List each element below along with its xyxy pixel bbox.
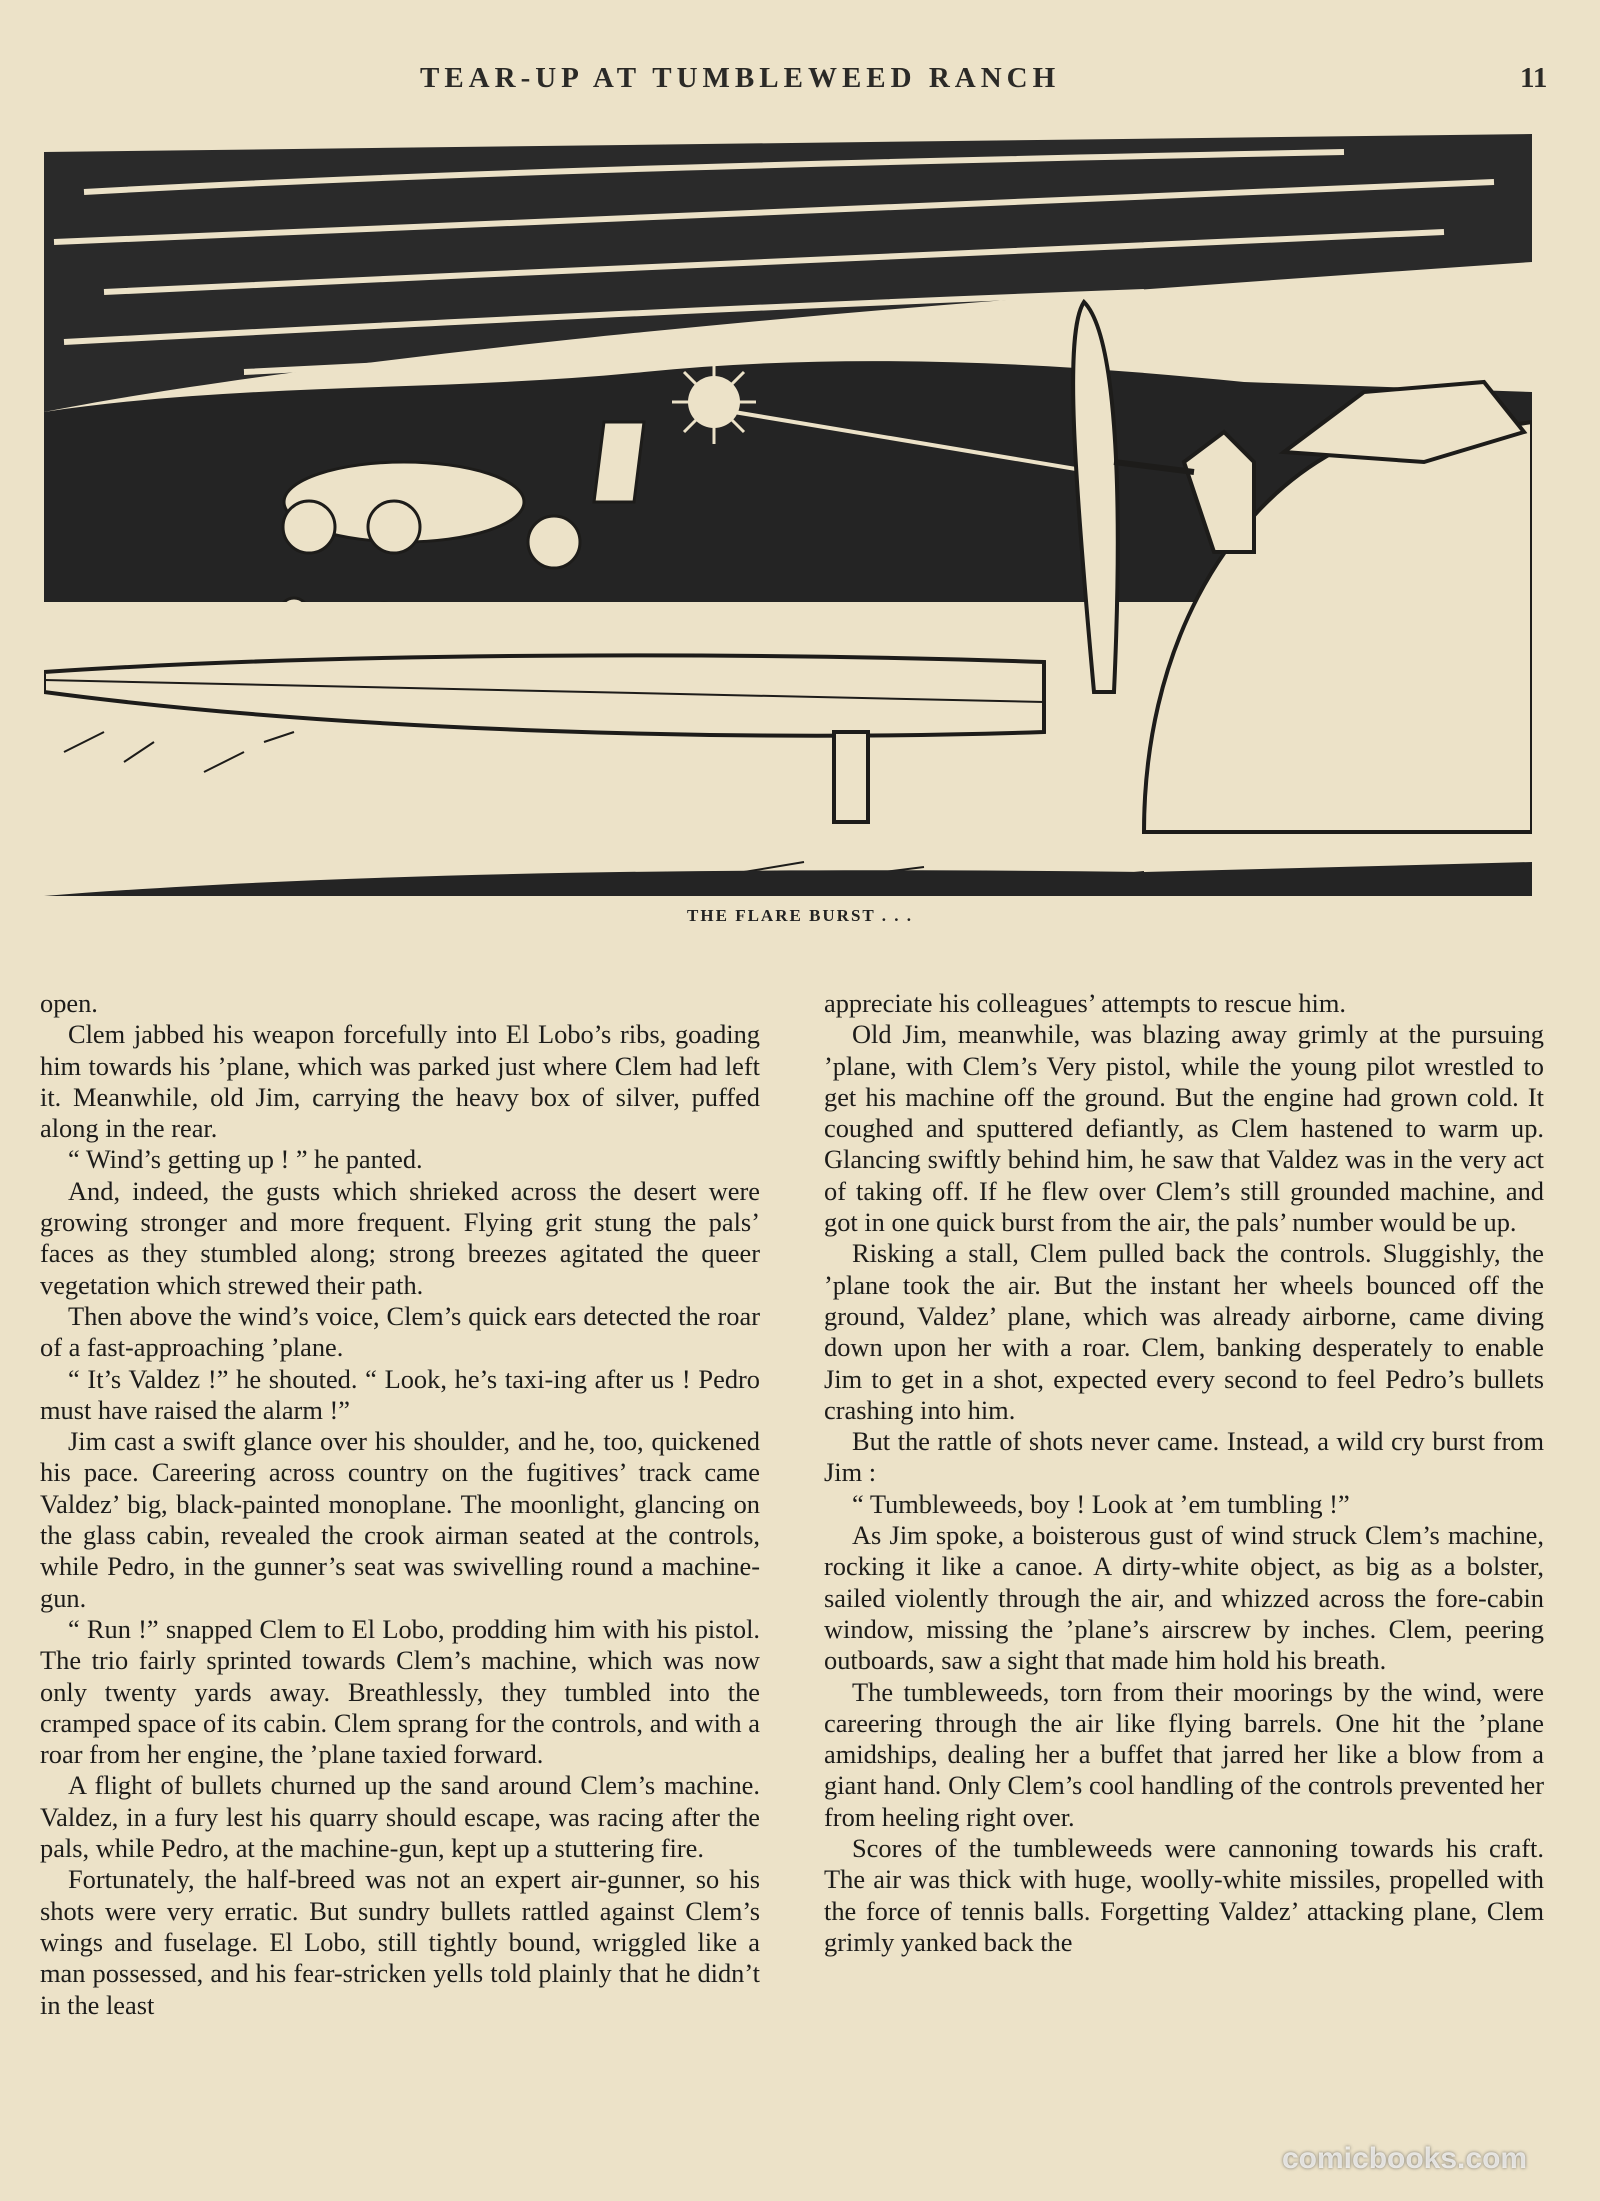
paragraph: “ Wind’s getting up ! ” he panted. [68, 1144, 423, 1175]
paragraph: Old Jim, meanwhile, was blazing away grimly at the pursuing ’plane, with Clem’s Very pistol, while the young pilot wrestled to get his machine off the ground. But the engine had grown cold. It coughed and sputtered defiantly, as Clem hastened to warm up. Glancing swiftly behind him, he saw that Valdez was in the very act of taking off. If he flew over Clem’s still grounded machine, and got in one quick burst from the air, the pals’ number would be up. [824, 1019, 1544, 1238]
paragraph: As Jim spoke, a boisterous gust of wind struck Clem’s machine, rocking it like a canoe. A dirty-white object, as big as a bolster, sailed violently through the air, and whizzed across the fore-cabin window, missing the ’plane’s airscrew by inches. Clem, peering outboards, saw a sight that made him hold his breath. [824, 1520, 1544, 1676]
page-number: 11 [1520, 62, 1548, 94]
paragraph: “ Tumbleweeds, boy ! Look at ’em tumbling !” [852, 1488, 1350, 1519]
paragraph: “ Run !” snapped Clem to El Lobo, prodding him with his pistol. The trio fairly sprinted towards Clem’s machine, which was now only twenty yards away. Breathlessly, they tumbled into the cramped space of its cabin. Clem sprang for the controls, and with a roar from her engine, the ’plane taxied forward. [40, 1613, 760, 1770]
right-text-column [824, 988, 1544, 1958]
paragraph: And, indeed, the gusts which shrieked across the desert were growing stronger and more frequent. Flying grit stung the pals’ faces as they stumbled along; strong breezes agitated the queer vegetation which strewed their path. [40, 1175, 760, 1300]
paragraph: Scores of the tumbleweeds were cannoning towards his craft. The air was thick with huge, woolly-white missiles, propelled with the force of tennis balls. Forgetting Valdez’ attacking plane, Clem grimly yanked back the [824, 1833, 1544, 1957]
running-title: TEAR-UP AT TUMBLEWEED RANCH [420, 62, 1061, 94]
paragraph: appreciate his colleagues’ attempts to rescue him. [824, 988, 1346, 1018]
paragraph: A flight of bullets churned up the sand around Clem’s machine. Valdez, in a fury lest his quarry should escape, was racing after the pals, while Pedro, at the machine-gun, kept up a stuttering fire. [40, 1770, 760, 1864]
paragraph: Clem jabbed his weapon forcefully into El Lobo’s ribs, goading him towards his ’plane, which was parked just where Clem had left it. Meanwhile, old Jim, carrying the heavy box of silver, puffed along in the rear. [40, 1019, 760, 1144]
paragraph: Then above the wind’s voice, Clem’s quick ears detected the roar of a fast-approaching ’plane. [40, 1300, 760, 1363]
paragraph: open. [40, 988, 98, 1018]
illustration-flare-burst-art [44, 132, 1532, 896]
page-header [0, 62, 1600, 102]
watermark: comicbooks.com [1282, 2142, 1528, 2175]
illustration [44, 132, 1532, 896]
paragraph: But the rattle of shots never came. Instead, a wild cry burst from Jim : [824, 1426, 1544, 1488]
illustration-caption: THE FLARE BURST . . . [687, 906, 913, 925]
paragraph: Jim cast a swift glance over his shoulder, and he, too, quickened his pace. Careering across country on the fugitives’ track came Valdez’ big, black-painted monoplane. The moonlight, glancing on the glass cabin, revealed the crook airman seated at the controls, while Pedro, in the gunner’s seat was swivelling round a machine-gun. [40, 1426, 760, 1613]
paragraph: “ It’s Valdez !” he shouted. “ Look, he’s taxi-ing after us ! Pedro must have raised the alarm !” [40, 1363, 760, 1425]
paragraph: Risking a stall, Clem pulled back the controls. Sluggishly, the ’plane took the air. But the instant her wheels bounced off the ground, Valdez’ plane, which was already airborne, came diving down upon her with a roar. Clem, banking desperately to enable Jim to get in a shot, expected every second to feel Pedro’s bullets crashing into him. [824, 1238, 1544, 1425]
left-text-column [40, 988, 760, 2021]
paragraph: The tumbleweeds, torn from their moorings by the wind, were careering through the air like flying barrels. One hit the ’plane amidships, dealing her a buffet that jarred her like a blow from a giant hand. Only Clem’s cool handling of the controls prevented her from heeling right over. [824, 1676, 1544, 1832]
paragraph: Fortunately, the half-breed was not an expert air-gunner, so his shots were very erratic. But sundry bullets rattled against Clem’s wings and fuselage. El Lobo, still tightly bound, wriggled like a man possessed, and his fear-stricken yells told plainly that he didn’t in the least [40, 1864, 760, 2020]
